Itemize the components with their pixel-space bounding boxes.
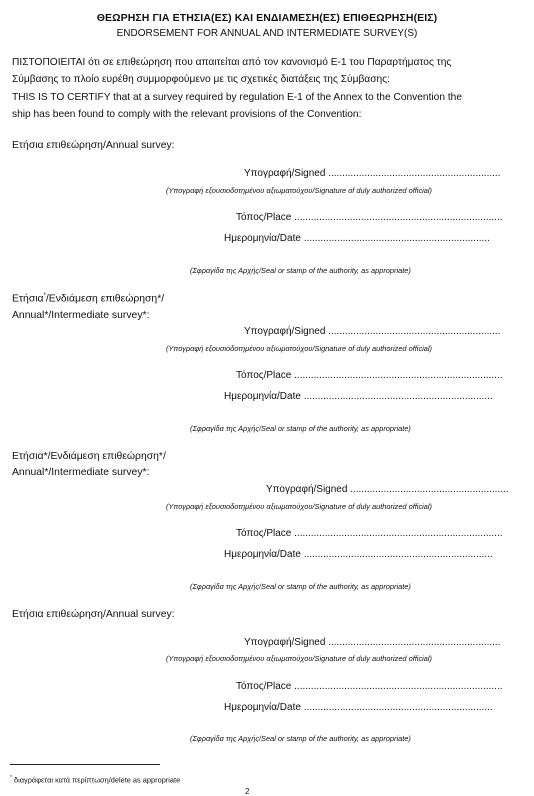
footnote-text: διαγράφεται κατά περίπτωση/delete as appropriate — [11, 775, 181, 785]
section-2-label-star: * — [43, 293, 46, 299]
footnote-separator — [10, 764, 160, 765]
section-3-signature-note: (Υπογραφή εξουσιοδοτημένου αξιωματούχου/Signature of duly authorized official) — [166, 502, 433, 511]
section-2-survey-label — [12, 293, 164, 304]
section-1-place-field: Τόπος/Place ........................................................................... — [236, 212, 503, 223]
document-title-english: ENDORSEMENT FOR ANNUAL AND INTERMEDIATE SURVEY(S) — [116, 28, 418, 39]
section-1-signature-note: (Υπογραφή εξουσιοδοτημένου αξιωματούχου/Signature of duly authorized official) — [166, 186, 433, 195]
certify-greek-line-2: Σύμβασης το πλοίο ευρέθη συμμορφούμενο με τις σχετικές διατάξεις της Σύμβασης: — [12, 74, 390, 85]
section-2-survey-label-english: Annual*/Intermediate survey*: — [12, 310, 150, 321]
certify-english-line-2: ship has been found to comply with the relevant provisions of the Convention: — [12, 109, 362, 120]
section-2-seal-note: (Σφραγίδα της Αρχής/Seal or stamp of the authority, as appropriate) — [190, 424, 411, 433]
section-3-survey-label: Ετήσια*/Ενδιάμεση επιθεώρηση*/ — [12, 451, 166, 462]
footnote — [10, 775, 180, 784]
document-title-greek: ΘΕΩΡΗΣΗ ΓΙΑ ΕΤΗΣΙΑ(ΕΣ) ΚΑΙ ΕΝΔΙΑΜΕΣΗ(ΕΣ) ΕΠΙΘΕΩΡΗΣΗ(ΕΙΣ) — [96, 12, 438, 24]
section-4-signed-field: Υπογραφή/Signed .............................................................. — [244, 637, 501, 648]
page-number: 2 — [245, 787, 250, 796]
section-3-seal-note: (Σφραγίδα της Αρχής/Seal or stamp of the authority, as appropriate) — [190, 582, 411, 591]
section-1-date-field: Ημερομηνία/Date ................................................................... — [224, 233, 490, 244]
section-2-label-intermediate: /Ενδιάμεση επιθεώρηση*/ — [45, 293, 165, 305]
section-2-signature-note: (Υπογραφή εξουσιοδοτημένου αξιωματούχου/Signature of duly authorized official) — [166, 344, 433, 353]
section-2-date-field: Ημερομηνία/Date .................................................................... — [224, 391, 493, 402]
section-4-survey-label: Ετήσια επιθεώρηση/Annual survey: — [12, 609, 175, 620]
footnote-mark: * — [10, 775, 12, 781]
section-3-place-field: Τόπος/Place ........................................................................... — [236, 528, 503, 539]
section-1-survey-label: Ετήσια επιθεώρηση/Annual survey: — [12, 140, 175, 151]
section-4-place-field: Τόπος/Place ........................................................................... — [236, 681, 503, 692]
section-1-seal-note: (Σφραγίδα της Αρχής/Seal or stamp of the authority, as appropriate) — [190, 266, 411, 275]
certify-english-line-1: THIS IS TO CERTIFY that at a survey required by regulation E-1 of the Annex to the Convention the — [12, 92, 463, 103]
section-3-signed-field: Υπογραφή/Signed ......................................................... — [266, 484, 509, 495]
section-4-date-field: Ημερομηνία/Date .................................................................... — [224, 702, 493, 713]
section-3-date-field: Ημερομηνία/Date .................................................................... — [224, 549, 493, 560]
section-2-label-annual: Ετήσια — [12, 293, 44, 305]
certify-greek-line-1: ΠΙΣΤΟΠΟΙΕΙΤΑΙ ότι σε επιθεώρηση που απαιτείται από τον κανονισμό Ε-1 του Παραρτήματος της — [12, 57, 452, 68]
section-4-seal-note: (Σφραγίδα της Αρχής/Seal or stamp of the authority, as appropriate) — [190, 734, 411, 743]
section-1-signed-field: Υπογραφή/Signed .............................................................. — [244, 168, 501, 179]
section-3-survey-label-english: Annual*/Intermediate survey*: — [12, 467, 150, 478]
section-2-place-field: Τόπος/Place ........................................................................... — [236, 370, 503, 381]
section-2-signed-field: Υπογραφή/Signed .............................................................. — [244, 326, 501, 337]
section-4-signature-note: (Υπογραφή εξουσιοδοτημένου αξιωματούχου/Signature of duly authorized official) — [166, 654, 433, 663]
